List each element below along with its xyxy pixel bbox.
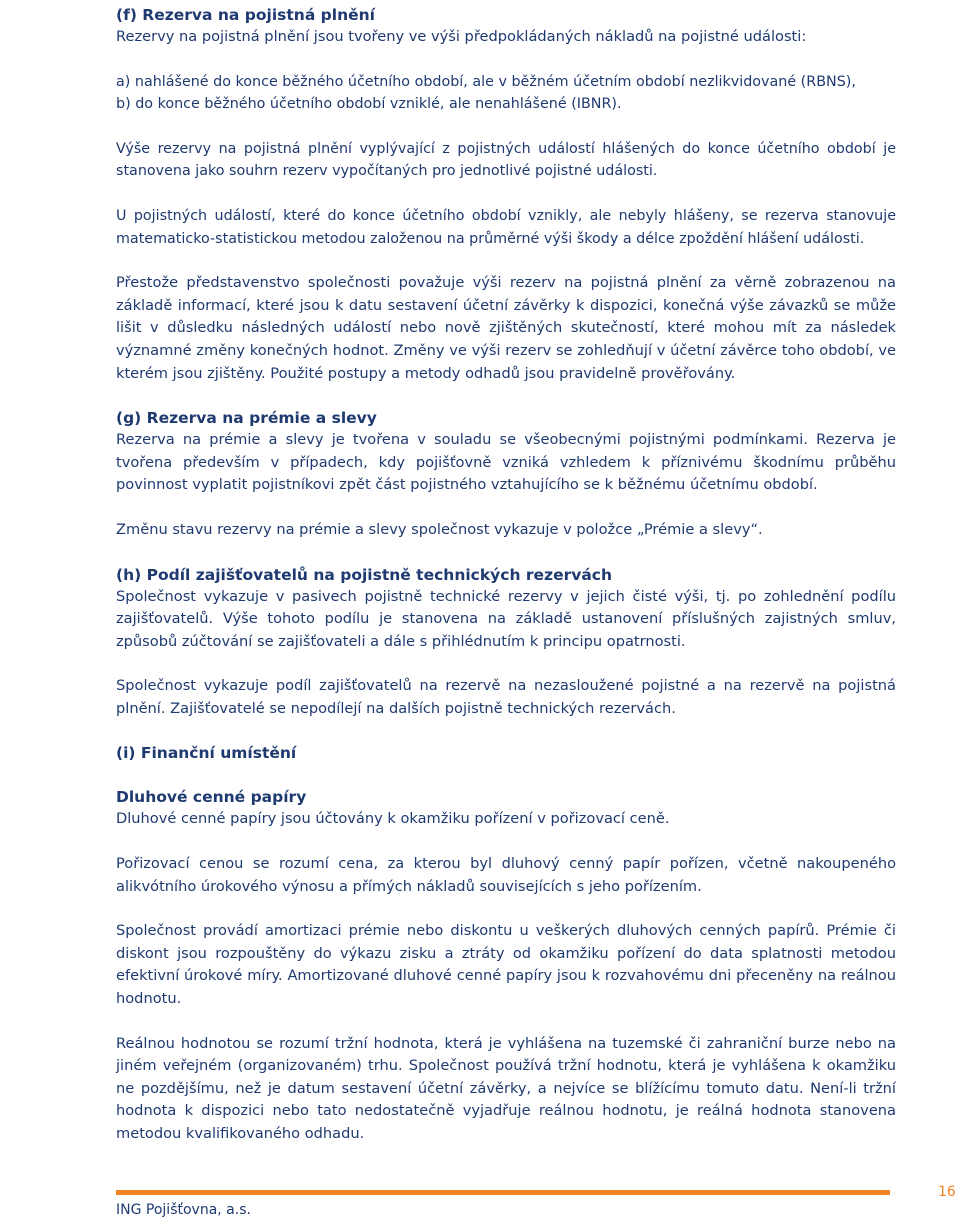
section-g-paragraph-2: Změnu stavu rezervy na prémie a slevy společnost vykazuje v položce „Prémie a slevy“. <box>116 520 763 538</box>
section-i-paragraph-3: Společnost provádí amortizaci prémie nebo diskontu u veškerých dluhových cenných papírů. Prémie či diskont jsou rozpouštěny do výkazu zisku a ztráty od okamžiku pořízení do data splatnosti metodou efektivní úrokové míry. Amortizované dluhové cenné papíry jsou k rozvahovému dni přeceněny na reálnou hodnotu. <box>116 922 896 1008</box>
section-f-item-a: a) nahlášené do konce běžného účetního období, ale v běžném účetním období nezlikvidované (RBNS), <box>116 73 856 90</box>
section-i <box>116 742 896 1145</box>
section-f-heading: (f) Rezerva na pojistná plnění <box>116 6 375 24</box>
document-body <box>116 4 896 1168</box>
section-f <box>116 4 896 385</box>
section-g-heading: (g) Rezerva na prémie a slevy <box>116 409 377 428</box>
section-i-heading: (i) Finanční umístění <box>116 744 297 763</box>
section-f-paragraph-3: Přestože představenstvo společnosti považuje výši rezerv na pojistná plnění za věrně zobrazenou na základě informací, které jsou k datu sestavení účetní závěrky k dispozici, konečná výše závazků se může lišit v důsledku následných událostí nebo nově zjištěných skutečností, které mohou mít za následek významné změny konečných hodnot. Změny ve výši rezerv se zohledňují v účetní závěrce toho období, ve kterém jsou zjištěny. Použité postupy a metody odhadů jsou pravidelně prověřovány. <box>116 274 896 382</box>
section-f-intro: Rezervy na pojistná plnění jsou tvořeny ve výši předpokládaných nákladů na pojistné události: <box>116 28 807 45</box>
section-f-paragraph-1: Výše rezervy na pojistná plnění vyplývající z pojistných událostí hlášených do konce účetního období je stanovena jako souhrn rezerv vypočítaných pro jednotlivé pojistné události. <box>116 140 896 180</box>
section-i-subheading: Dluhové cenné papíry <box>116 788 307 807</box>
section-i-paragraph-2: Pořizovací cenou se rozumí cena, za kterou byl dluhový cenný papír pořízen, včetně nakoupeného alikvótního úrokového výnosu a přímých nákladů souvisejících s jeho pořízením. <box>116 855 896 895</box>
footer-divider <box>116 1190 890 1195</box>
section-f-item-b: b) do konce běžného účetního období vzniklé, ale nenahlášené (IBNR). <box>116 96 622 113</box>
section-g-paragraph-1: Rezerva na prémie a slevy je tvořena v souladu se všeobecnými pojistnými podmínkami. Rezerva je tvořena především v případech, kdy pojišťovně vzniká vzhledem k příznivému škodnímu průběhu povinnost vyplatit pojistníkovi zpět část pojistného vztahujícího se k běžnému účetnímu období. <box>116 431 896 494</box>
section-i-paragraph-1: Dluhové cenné papíry jsou účtovány k okamžiku pořízení v pořizovací ceně. <box>116 810 670 828</box>
section-h <box>116 564 896 721</box>
section-f-paragraph-2: U pojistných událostí, které do konce účetního období vznikly, ale nebyly hlášeny, se rezerva stanovuje matematicko-statistickou metodou založenou na průměrné výši škody a délce zpoždění hlášení události. <box>116 207 896 247</box>
footer-company-name: ING Pojišťovna, a.s. <box>116 1202 251 1218</box>
section-h-paragraph-2: Společnost vykazuje podíl zajišťovatelů na rezervě na nezasloužené pojistné a na rezervě na pojistná plnění. Zajišťovatelé se nepodílejí na dalších pojistně technických rezervách. <box>116 677 896 717</box>
section-i-paragraph-4: Reálnou hodnotou se rozumí tržní hodnota, která je vyhlášena na tuzemské či zahraniční burze nebo na jiném veřejném (organizovaném) trhu. Společnost používá tržní hodnotu, která je vyhlášena k okamžiku ne pozdějšímu, než je datum sestavení účetní závěrky, a nejvíce se blížícímu tomuto datu. Není-li tržní hodnota k dispozici nebo tato nedostatečně vyjadřuje reálnou hodnotu, je reálná hodnota stanovena metodou kvalifikovaného odhadu. <box>116 1034 896 1142</box>
section-h-heading: (h) Podíl zajišťovatelů na pojistně technických rezervách <box>116 565 613 584</box>
section-h-paragraph-1: Společnost vykazuje v pasivech pojistně technické rezervy v jejich čisté výši, tj. po zohlednění podílu zajišťovatelů. Výše tohoto podílu je stanovena na základě ustanovení příslušných zajistných smluv, způsobů zúčtování se zajišťovateli a dále s přihlédnutím k principu opatrnosti. <box>116 587 896 650</box>
section-g <box>116 407 896 541</box>
page-number: 16 <box>938 1184 956 1200</box>
